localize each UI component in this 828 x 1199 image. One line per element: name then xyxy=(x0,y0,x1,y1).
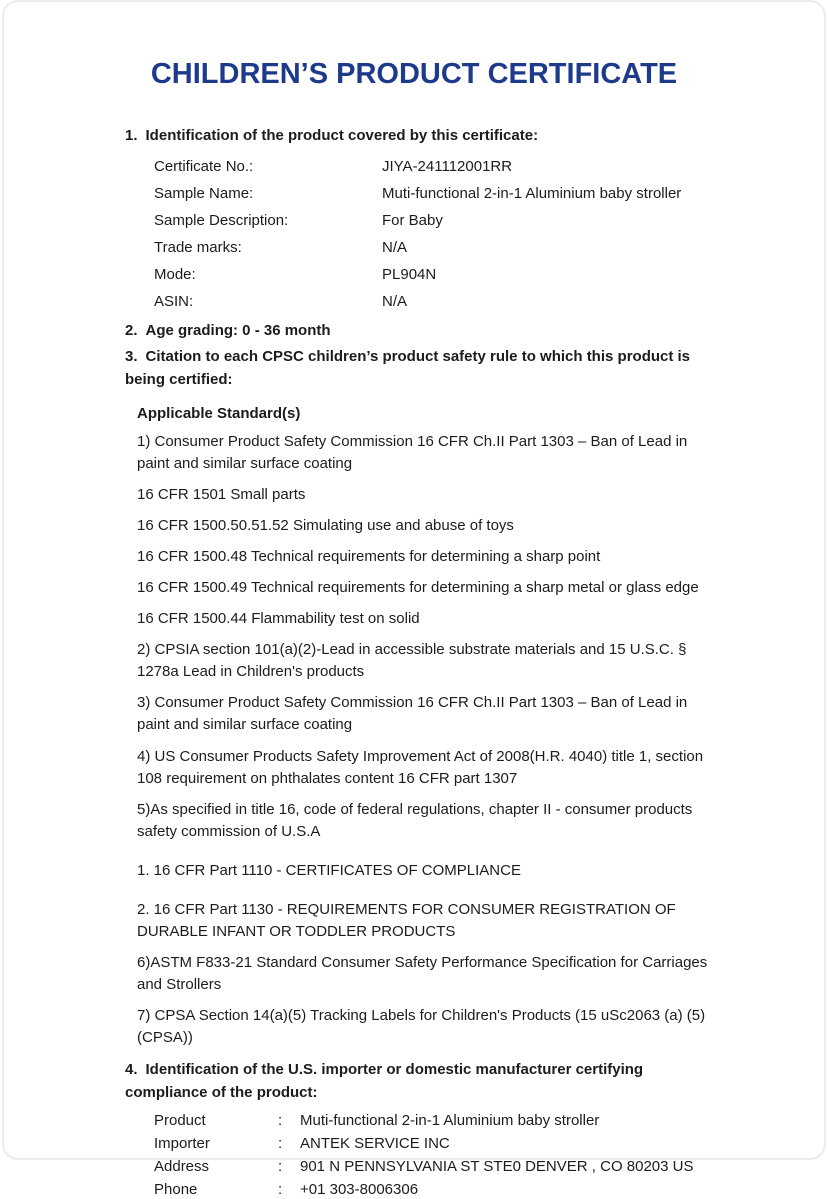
field-row-certificate-no xyxy=(125,158,708,176)
section-2-heading xyxy=(125,320,708,343)
field-row-importer xyxy=(125,1135,708,1153)
section-1-number: 1. xyxy=(125,127,138,144)
field-separator: : xyxy=(278,1112,283,1130)
field-separator: : xyxy=(278,1181,283,1199)
section-1-heading xyxy=(125,125,708,148)
section-3-number: 3. xyxy=(125,348,138,365)
field-value: PL904N xyxy=(382,265,437,283)
standard-line: 5)As specified in title 16, code of federal regulations, chapter II - consumer products safety commission of U.S.A xyxy=(137,800,693,840)
field-label: Mode: xyxy=(154,265,196,283)
field-separator: : xyxy=(278,1158,283,1176)
field-separator: : xyxy=(278,1135,283,1153)
field-label: Importer xyxy=(154,1135,210,1153)
product-identification-fields xyxy=(125,158,708,311)
section-4-heading xyxy=(125,1059,708,1104)
section-2-number: 2. xyxy=(125,321,138,339)
field-label: Address xyxy=(154,1158,210,1176)
section-2-title: Age grading: 0 - 36 month xyxy=(145,321,331,339)
field-row-product xyxy=(125,1112,708,1130)
standard-line: 1. 16 CFR Part 1110 - CERTIFICATES OF COMPLIANCE xyxy=(137,861,521,879)
field-row-sample-name xyxy=(125,185,708,203)
standard-line: 2) CPSIA section 101(a)(2)-Lead in accessible substrate materials and 15 U.S.C. § 1278a Lead in Children's products xyxy=(137,641,687,681)
field-row-mode xyxy=(125,266,708,284)
standard-line: 2. 16 CFR Part 1130 - REQUIREMENTS FOR CONSUMER REGISTRATION OF DURABLE INFANT OR TODDLER PRODUCTS xyxy=(137,900,676,940)
standard-line: 16 CFR 1500.49 Technical requirements for determining a sharp metal or glass edge xyxy=(137,579,699,597)
standard-line: 4) US Consumer Products Safety Improvement Act of 2008(H.R. 4040) title 1, section 108 requirement on phthalates content 16 CFR part 1307 xyxy=(137,747,704,787)
field-label: Product xyxy=(154,1112,206,1130)
field-label: Certificate No.: xyxy=(154,157,254,175)
standard-line: 16 CFR 1500.44 Flammability test on solid xyxy=(137,610,420,628)
field-value: ANTEK SERVICE INC xyxy=(300,1135,450,1153)
section-3-heading xyxy=(125,346,708,391)
standard-line: 16 CFR 1501 Small parts xyxy=(137,486,306,504)
standards-list xyxy=(125,431,708,1049)
field-value: +01 303-8006306 xyxy=(300,1181,419,1199)
field-row-trade-marks xyxy=(125,239,708,257)
standard-line: 3) Consumer Product Safety Commission 16 CFR Ch.II Part 1303 – Ban of Lead in paint and similar surface coating xyxy=(137,694,688,734)
field-value: JIYA-241112001RR xyxy=(382,157,513,175)
section-3-title: Citation to each CPSC children’s product safety rule to which this product is being certified: xyxy=(125,348,691,388)
certificate-body xyxy=(4,125,824,1199)
field-label: Trade marks: xyxy=(154,238,242,256)
field-row-address xyxy=(125,1158,708,1176)
importer-identification-fields xyxy=(125,1112,708,1199)
field-label: Phone xyxy=(154,1181,198,1199)
field-value: For Baby xyxy=(382,211,443,229)
standard-line: 16 CFR 1500.48 Technical requirements for determining a sharp point xyxy=(137,548,601,566)
field-label: ASIN: xyxy=(154,292,194,310)
standard-line: 7) CPSA Section 14(a)(5) Tracking Labels for Children's Products (15 uSc2063 (a) (5) (CPSA)) xyxy=(137,1006,706,1046)
field-value: 901 N PENNSYLVANIA ST STE0 DENVER , CO 80203 US xyxy=(300,1158,694,1176)
standard-line: 1) Consumer Product Safety Commission 16 CFR Ch.II Part 1303 – Ban of Lead in paint and similar surface coating xyxy=(137,433,688,473)
field-value: N/A xyxy=(382,238,408,256)
certificate-page xyxy=(2,0,826,1199)
field-label: Sample Name: xyxy=(154,184,254,202)
field-label: Sample Description: xyxy=(154,211,289,229)
section-4-title: Identification of the U.S. importer or domestic manufacturer certifying compliance of the product: xyxy=(125,1061,644,1101)
standard-line: 6)ASTM F833-21 Standard Consumer Safety Performance Specification for Carriages and Strollers xyxy=(137,953,708,993)
field-row-phone xyxy=(125,1181,708,1199)
page-title: CHILDREN’S PRODUCT CERTIFICATE xyxy=(150,58,678,90)
field-row-asin xyxy=(125,293,708,311)
field-row-sample-description xyxy=(125,212,708,230)
section-4-number: 4. xyxy=(125,1061,138,1079)
standard-line: 16 CFR 1500.50.51.52 Simulating use and abuse of toys xyxy=(137,517,514,535)
applicable-standards-label: Applicable Standard(s) xyxy=(137,405,301,422)
field-value: Muti-functional 2-in-1 Aluminium baby stroller xyxy=(382,184,682,202)
field-value: Muti-functional 2-in-1 Aluminium baby stroller xyxy=(300,1112,600,1130)
section-1-title: Identification of the product covered by this certificate: xyxy=(145,127,539,144)
field-value: N/A xyxy=(382,292,408,310)
